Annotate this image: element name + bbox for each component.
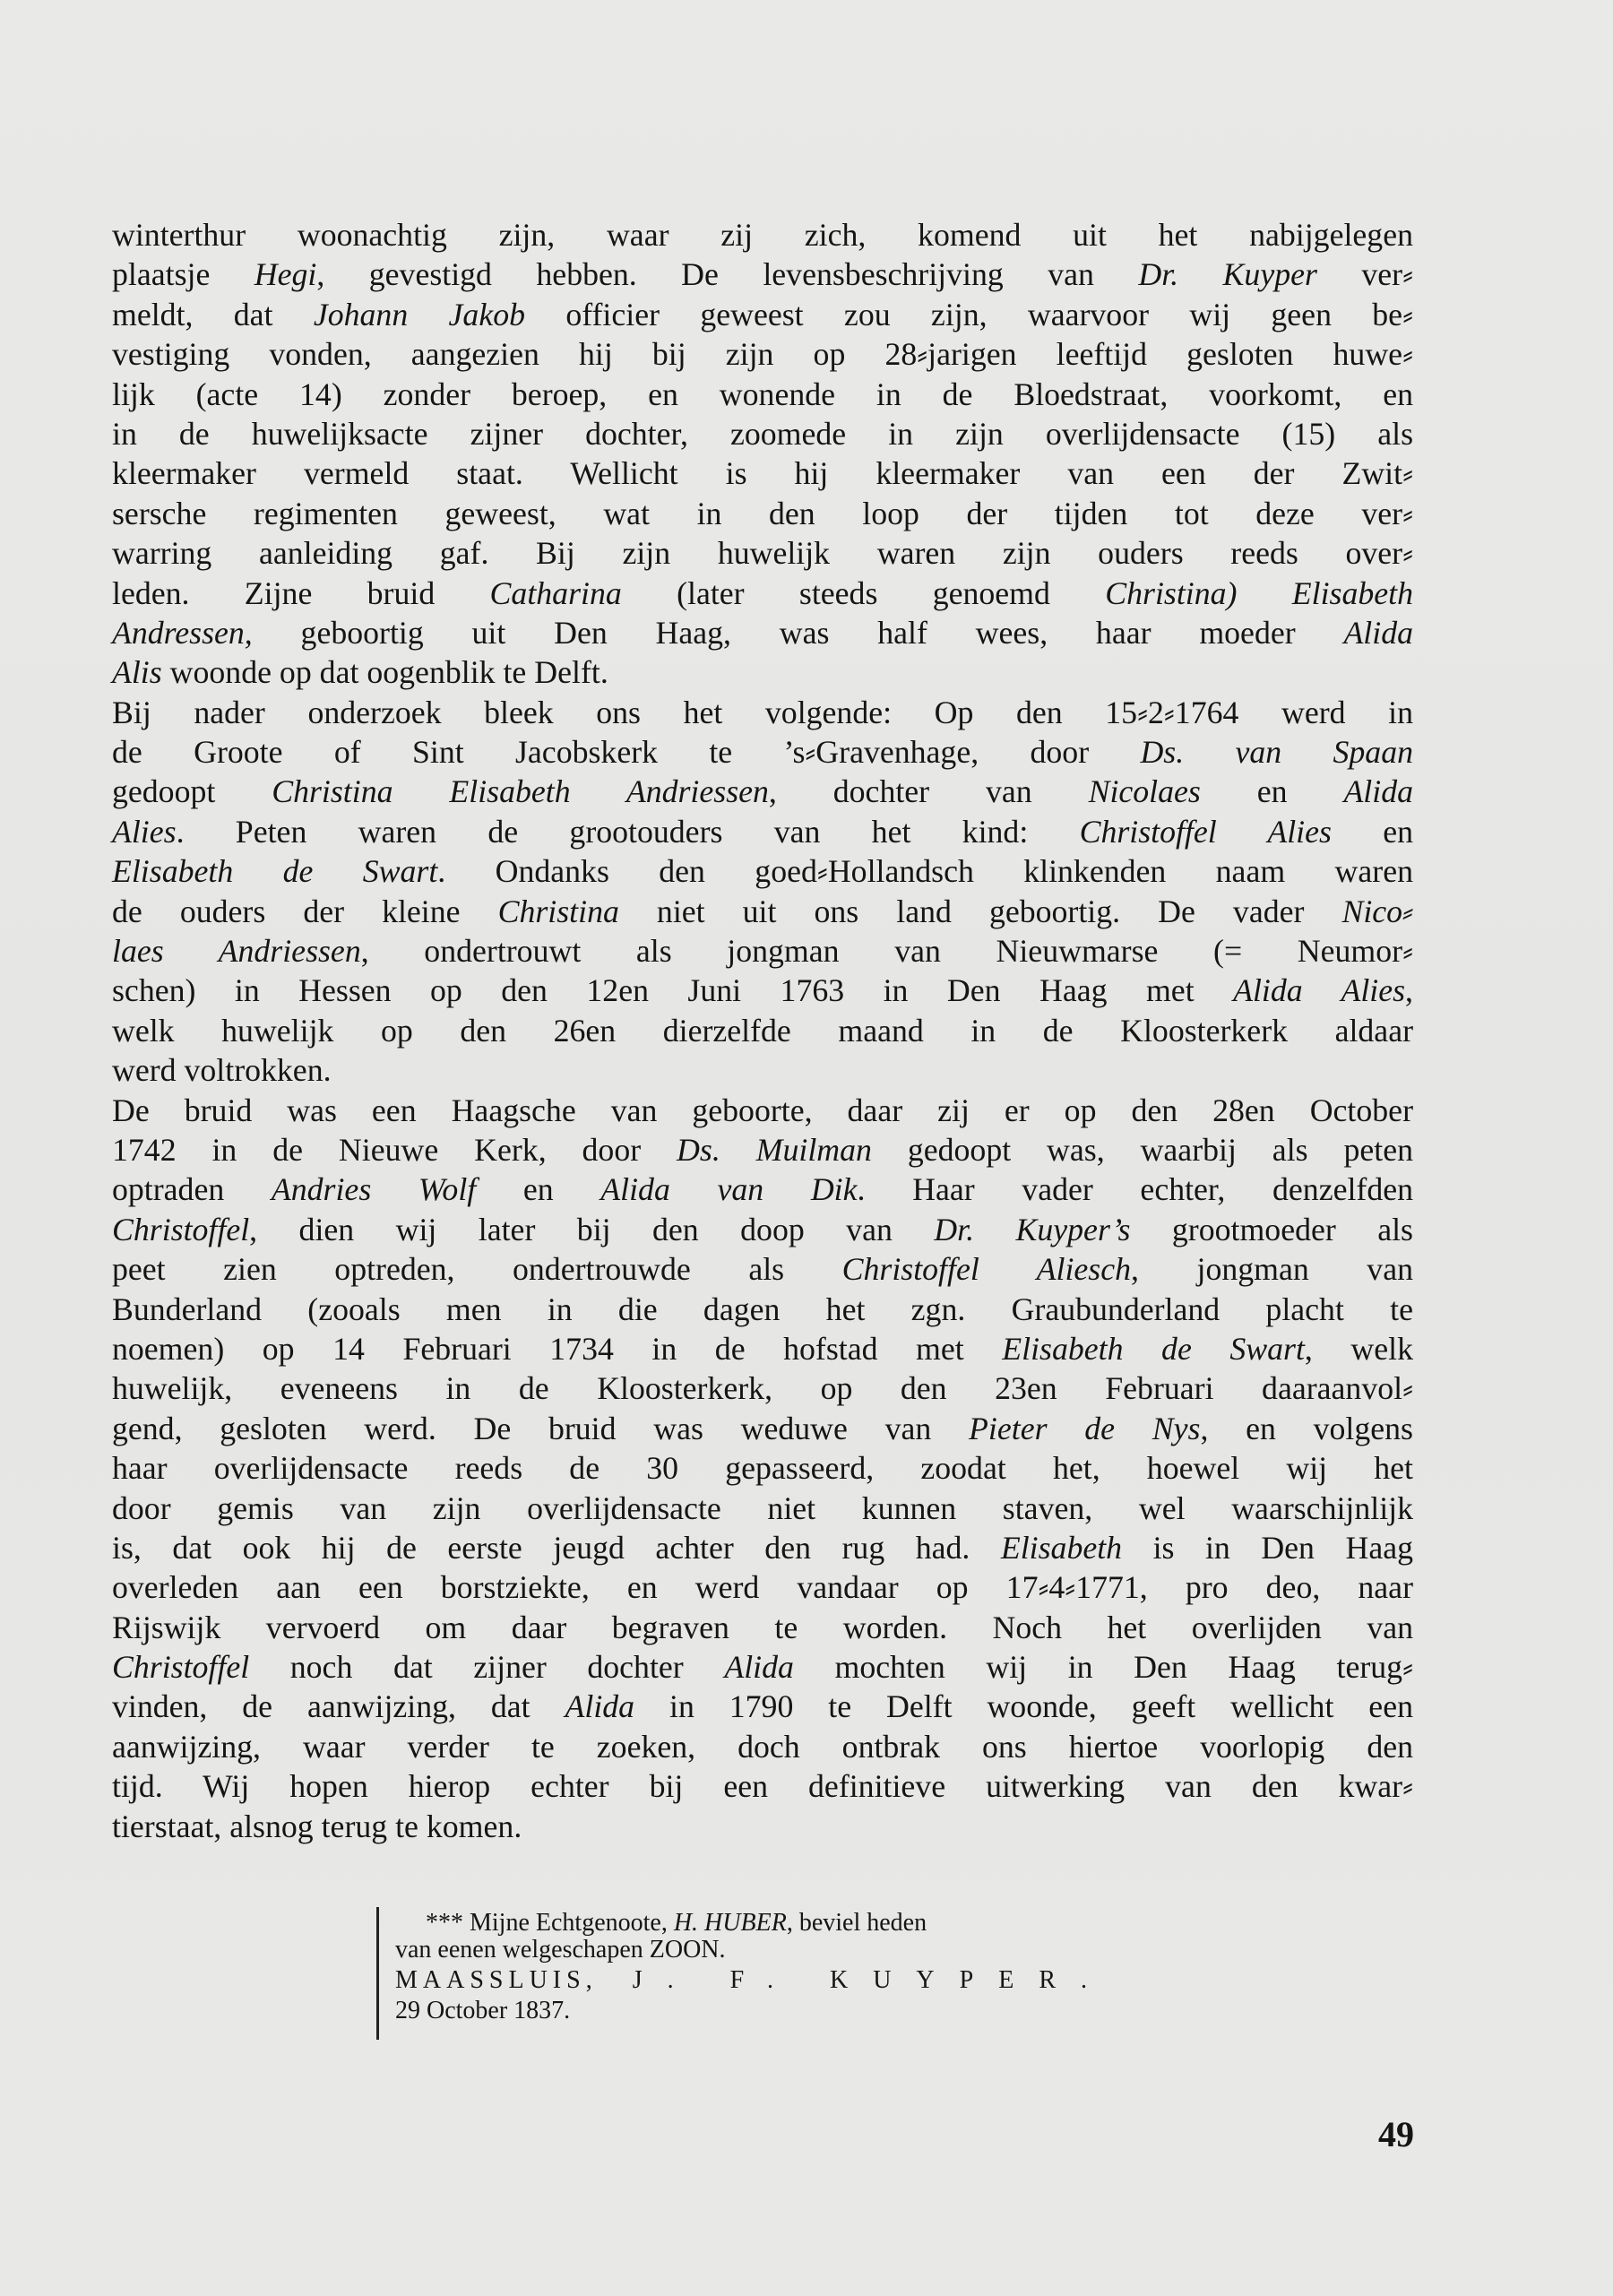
text-line: laes Andriessen, ondertrouwt als jongman van Nieuwmarse (= Neumor⸗ — [112, 933, 1413, 970]
text-line: lijk (acte 14) zonder beroep, en wonende in de Bloedstraat, voorkomt, en — [112, 375, 1413, 412]
birth-announcement-clipping — [376, 1907, 1150, 2040]
text-line: Christoffel noch dat zijner dochter Alida mochten wij in Den Haag terug⸗ — [112, 1649, 1413, 1686]
text-line: Alis woonde op dat oogenblik te Delft. — [112, 654, 608, 691]
text-line: Andressen, geboortig uit Den Haag, was half wees, haar moeder Alida — [112, 614, 1413, 651]
announcement-line-1: *** Mijne Echtgenoote, H. HUBER, beviel heden — [426, 1909, 927, 1937]
text-line: de ouders der kleine Christina niet uit ons land geboortig. De vader Nico⸗ — [112, 893, 1413, 929]
text-line: vestiging vonden, aangezien hij bij zijn op 28⸗jarigen leeftijd gesloten huwe⸗ — [112, 336, 1413, 373]
text-line: de Groote of Sint Jacobskerk te ’s⸗Gravenhage, door Ds. van Spaan — [112, 734, 1413, 771]
text-line: winterthur woonachtig zijn, waar zij zich, komend uit het nabijgelegen — [112, 217, 1413, 253]
text-line: sersche regimenten geweest, wat in den loop der tijden tot deze ver⸗ — [112, 495, 1413, 531]
text-line: Christoffel, dien wij later bij den doop van Dr. Kuyper’s grootmoeder als — [112, 1211, 1413, 1247]
text-line: gend, gesloten werd. De bruid was weduwe van Pieter de Nys, en volgens — [112, 1410, 1413, 1446]
page-number: 49 — [1378, 2114, 1414, 2154]
text-line: 1742 in de Nieuwe Kerk, door Ds. Muilman gedoopt was, waarbij als peten — [112, 1131, 1413, 1168]
text-line: in de huwelijksacte zijner dochter, zoomede in zijn overlijdensacte (15) als — [112, 415, 1413, 452]
body-text — [112, 215, 1413, 1846]
text-line: plaatsje Hegi, gevestigd hebben. De levensbeschrijving van Dr. Kuyper ver⸗ — [112, 256, 1414, 293]
text-line: Bunderland (zooals men in die dagen het zgn. Graubunderland placht te — [112, 1290, 1413, 1327]
text-line: welk huwelijk op den 26en dierzelfde maand in de Kloosterkerk aldaar — [112, 1012, 1413, 1049]
text-line: is, dat ook hij de eerste jeugd achter den rug had. Elisabeth is in Den Haag — [112, 1529, 1413, 1566]
text-line: meldt, dat Johann Jakob officier geweest zou zijn, waarvoor wij geen be⸗ — [112, 296, 1413, 332]
text-line: aanwijzing, waar verder te zoeken, doch ontbrak ons hiertoe voorlopig den — [112, 1728, 1413, 1765]
text-line: peet zien optreden, ondertrouwde als Christoffel Aliesch, jongman van — [112, 1251, 1413, 1288]
text-line: kleermaker vermeld staat. Wellicht is hij kleermaker van een der Zwit⸗ — [112, 455, 1413, 492]
announcement-place: MAASSLUIS, — [395, 1966, 598, 1994]
text-line: schen) in Hessen op den 12en Juni 1763 in Den Haag met Alida Alies, — [112, 972, 1413, 1009]
text-line: Alies. Peten waren de grootouders van het kind: Christoffel Alies en — [112, 813, 1414, 850]
text-line: vinden, de aanwijzing, dat Alida in 1790 te Delft woonde, geeft wellicht een — [112, 1688, 1413, 1725]
text-line: Rijswijk vervoerd om daar begraven te worden. Noch het overlijden van — [112, 1609, 1413, 1645]
text-line: door gemis van zijn overlijdensacte niet kunnen staven, wel waarschijnlijk — [112, 1489, 1413, 1526]
text-line: optraden Andries Wolf en Alida van Dik. Haar vader echter, denzelfden — [112, 1171, 1414, 1208]
text-line: noemen) op 14 Februari 1734 in de hofstad met Elisabeth de Swart, welk — [112, 1330, 1413, 1367]
text-line: tierstaat, alsnog terug te komen. — [112, 1808, 522, 1844]
text-line: overleden aan een borstziekte, en werd vandaar op 17⸗4⸗1771, pro deo, naar — [112, 1569, 1413, 1606]
announcement-line-2: van eenen welgeschapen ZOON. — [395, 1936, 726, 1964]
text-line: Bij nader onderzoek bleek ons het volgende: Op den 15⸗2⸗1764 werd in — [112, 694, 1413, 730]
text-line: Elisabeth de Swart. Ondanks den goed⸗Hollandsch klinkenden naam waren — [112, 853, 1413, 890]
text-line: De bruid was een Haagsche van geboorte, daar zij er op den 28en October — [112, 1092, 1413, 1128]
text-line: warring aanleiding gaf. Bij zijn huwelijk waren zijn ouders reeds over⸗ — [112, 535, 1413, 572]
announcement-signature-line — [395, 1966, 1112, 1995]
announcement-date: 29 October 1837. — [395, 1997, 571, 2024]
announcement-signer: J. F. KUYPER. — [632, 1966, 1112, 1994]
text-line: tijd. Wij hopen hierop echter bij een definitieve uitwerking van den kwar⸗ — [112, 1768, 1413, 1805]
text-line: huwelijk, eveneens in de Kloosterkerk, op den 23en Februari daaraanvol⸗ — [112, 1370, 1413, 1407]
text-line: haar overlijdensacte reeds de 30 gepasseerd, zoodat het, hoewel wij het — [112, 1450, 1413, 1487]
text-line: werd voltrokken. — [112, 1052, 332, 1089]
text-line: gedoopt Christina Elisabeth Andriessen, dochter van Nicolaes en Alida — [112, 773, 1413, 810]
text-line: leden. Zijne bruid Catharina (later steeds genoemd Christina) Elisabeth — [112, 574, 1413, 611]
